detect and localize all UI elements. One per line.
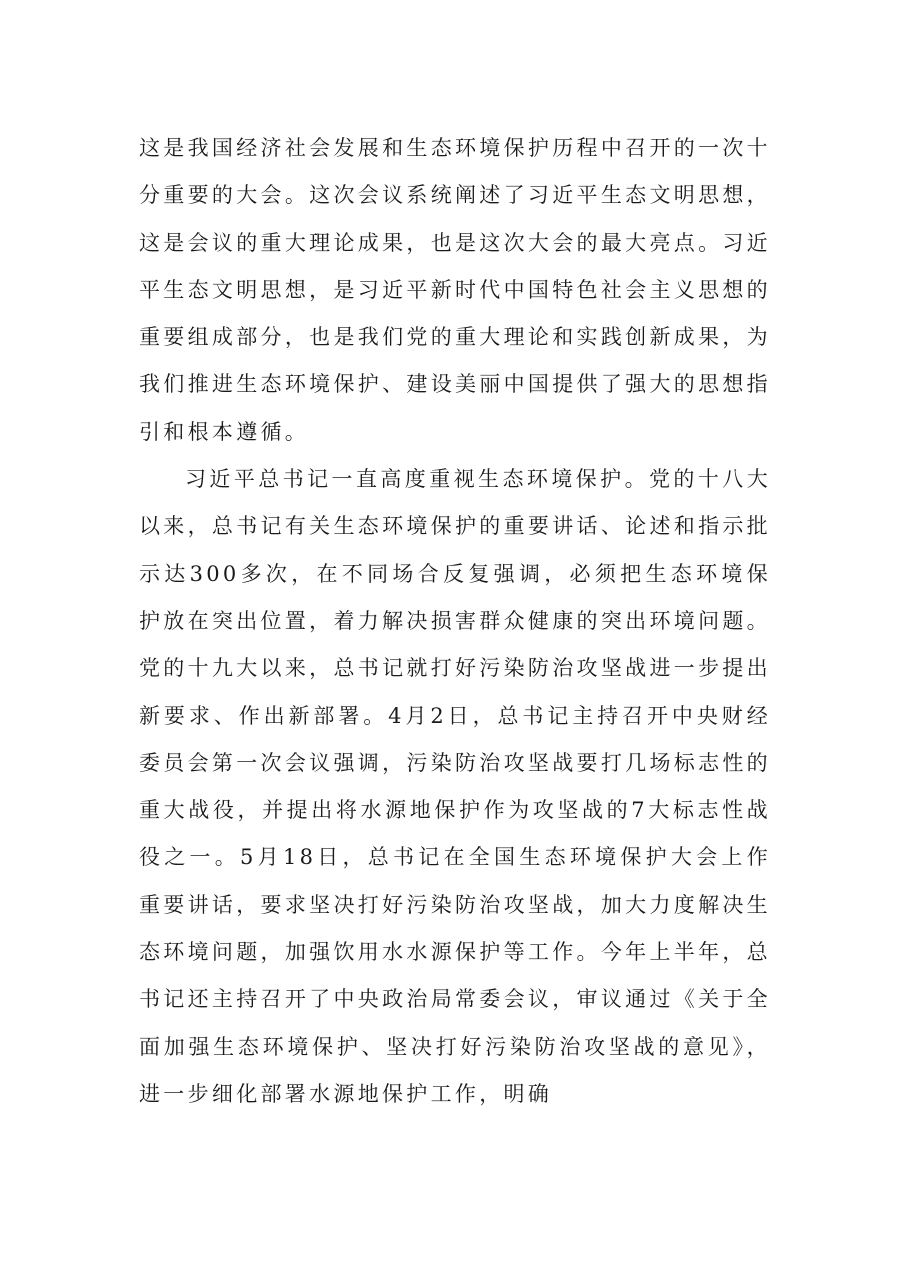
paragraph-continued: 这是我国经济社会发展和生态环境保护历程中召开的一次十分重要的大会。这次会议系统阐述了习近平生态文明思想，这是会议的重大理论成果，也是这次大会的最大亮点。习近平生态文明思想，是习近平新时代中国特色社会主义思想的重要组成部分，也是我们党的重大理论和实践创新成果，为我们推进生态环境保护、建设美丽中国提供了强大的思想指引和根本遵循。	[139, 136, 771, 444]
document-body	[139, 125, 771, 1118]
paragraph: 习近平总书记一直高度重视生态环境保护。党的十八大以来，总书记有关生态环境保护的重要讲话、论述和指示批示达300多次，在不同场合反复强调，必须把生态环境保护放在突出位置，着力解决损害群众健康的突出环境问题。党的十九大以来，总书记就打好污染防治攻坚战进一步提出新要求、作出新部署。4月2日，总书记主持召开中央财经委员会第一次会议强调，污染防治攻坚战要打几场标志性的重大战役，并提出将水源地保护作为攻坚战的7大标志性战役之一。5月18日，总书记在全国生态环境保护大会上作重要讲话，要求坚决打好污染防治攻坚战，加大力度解决生态环境问题，加强饮用水水源保护等工作。今年上半年，总书记还主持召开了中央政治局常委会议，审议通过《关于全面加强生态环境保护、坚决打好污染防治攻坚战的意见》，进一步细化部署水源地保护工作，明确	[139, 467, 771, 1106]
